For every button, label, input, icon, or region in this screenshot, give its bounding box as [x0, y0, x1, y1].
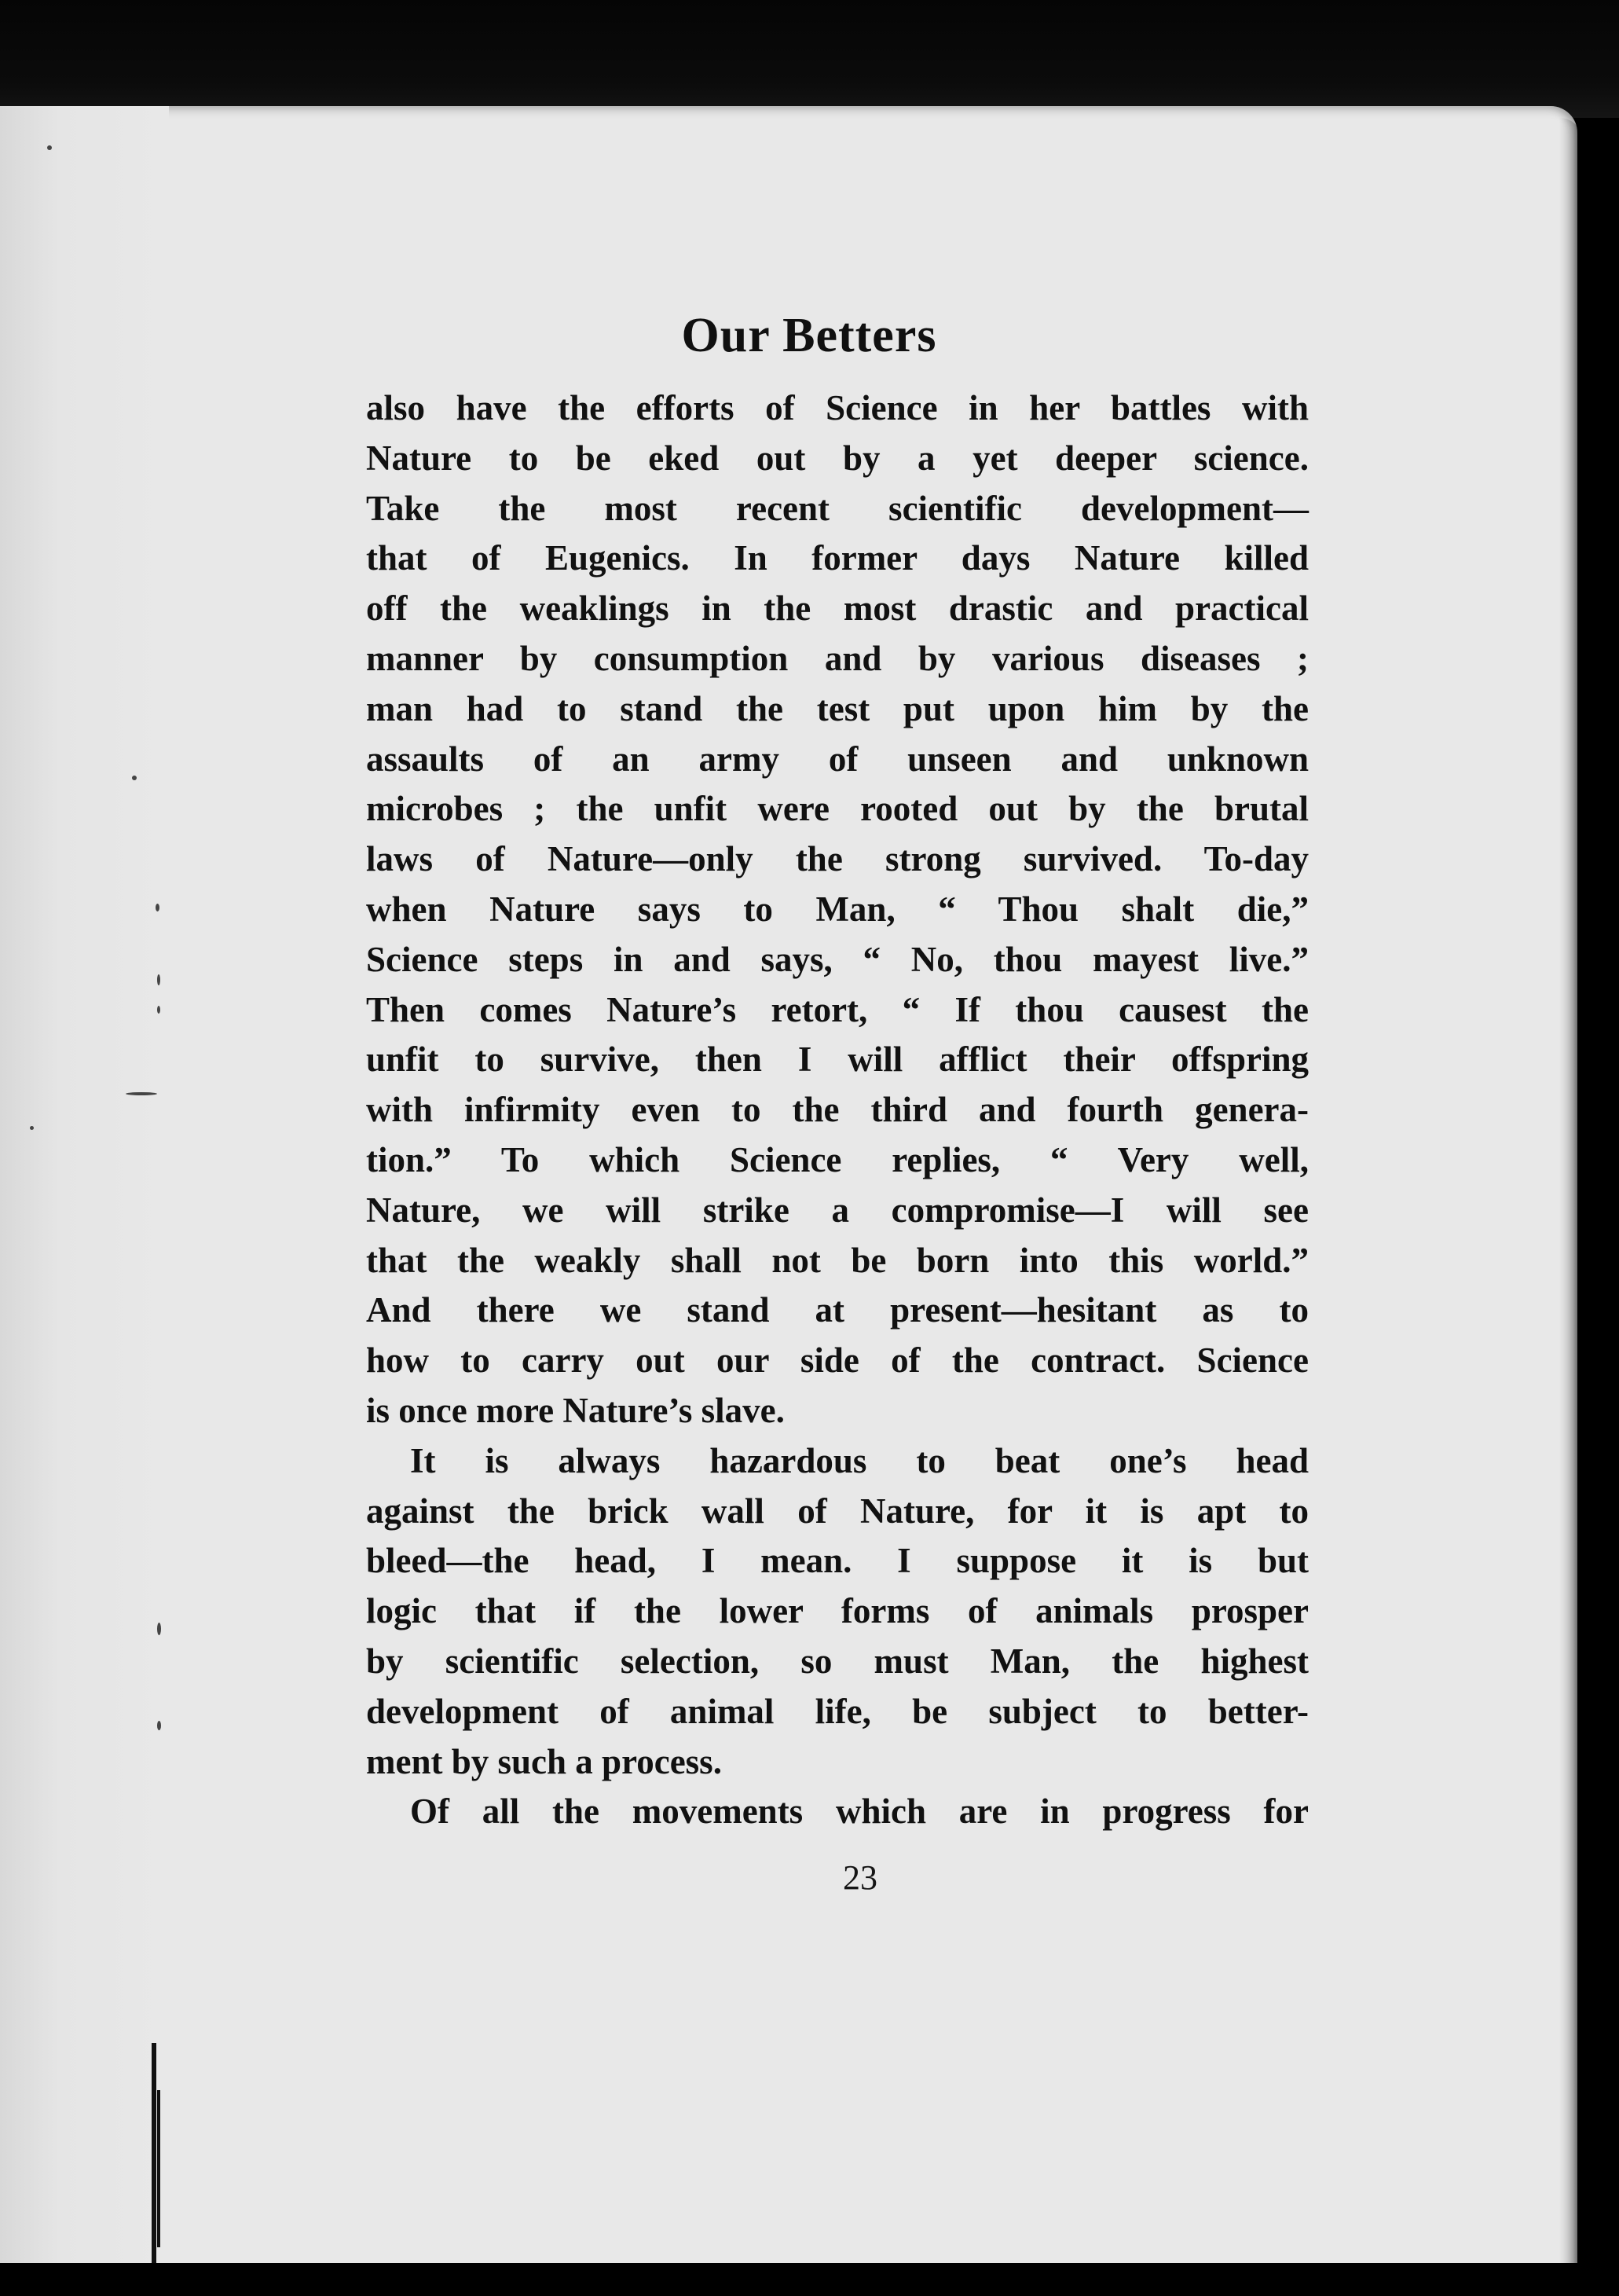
- text-line: ment by such a process.: [366, 1741, 722, 1781]
- text-line: how to carry out our side of the contract. Science: [366, 1341, 1309, 1381]
- text-line: Of all the movements which are in progress for: [410, 1792, 1309, 1832]
- text-line: It is always hazardous to beat one’s head: [410, 1440, 1309, 1480]
- page-gutter: [0, 106, 169, 2273]
- text-line: that of Eugenics. In former days Nature killed: [366, 538, 1309, 578]
- scan-speck: [157, 1721, 161, 1730]
- text-line: manner by consumption and by various diseases ;: [366, 638, 1309, 678]
- scan-speck: [157, 974, 160, 985]
- text-line: also have the efforts of Science in her battles with: [366, 388, 1309, 427]
- running-head: Our Betters: [681, 309, 937, 362]
- text-line: microbes ; the unfit were rooted out by the brutal: [366, 789, 1309, 829]
- scan-speck: [126, 1092, 157, 1095]
- text-line: is once more Nature’s slave.: [366, 1390, 785, 1430]
- scan-background-top: [0, 0, 1619, 118]
- scan-speck: [47, 145, 52, 150]
- text-line: with infirmity even to the third and fourth genera-: [366, 1090, 1309, 1130]
- scan-speck: [157, 1623, 161, 1635]
- page-right-edge-shadow: [1559, 118, 1583, 2271]
- text-line: Then comes Nature’s retort, “ If thou causest the: [366, 989, 1309, 1029]
- text-line: tion.” To which Science replies, “ Very well,: [366, 1139, 1309, 1179]
- scan-speck: [157, 1006, 160, 1014]
- text-line: laws of Nature—only the strong survived. To-day: [366, 839, 1309, 879]
- body-text: [366, 383, 1309, 1837]
- page-number: 23: [843, 1858, 877, 1897]
- text-line: when Nature says to Man, “ Thou shalt die,”: [366, 889, 1309, 929]
- text-line: bleed—the head, I mean. I suppose it is but: [366, 1541, 1309, 1581]
- text-line: logic that if the lower forms of animals prosper: [366, 1591, 1309, 1631]
- text-line: off the weaklings in the most drastic and practical: [366, 589, 1309, 629]
- text-line: Science steps in and says, “ No, thou mayest live.”: [366, 939, 1309, 979]
- text-line: against the brick wall of Nature, for it is apt to: [366, 1491, 1309, 1531]
- binding-thread-mark: [157, 2090, 160, 2247]
- scan-speck: [156, 904, 159, 911]
- text-line: Take the most recent scientific development—: [366, 488, 1309, 528]
- text-line: And there we stand at present—hesitant as to: [366, 1290, 1309, 1330]
- text-line: by scientific selection, so must Man, the highest: [366, 1641, 1309, 1681]
- binding-thread-mark: [152, 2043, 156, 2263]
- text-line: unfit to survive, then I will afflict their offspring: [366, 1040, 1309, 1080]
- scan-speck: [132, 776, 137, 780]
- scan-speck: [30, 1126, 34, 1130]
- text-line: assaults of an army of unseen and unknown: [366, 739, 1309, 779]
- text-line: that the weakly shall not be born into this world.”: [366, 1240, 1309, 1280]
- text-line: man had to stand the test put upon him by the: [366, 688, 1309, 728]
- text-line: Nature, we will strike a compromise—I will see: [366, 1190, 1309, 1230]
- text-line: Nature to be eked out by a yet deeper science.: [366, 438, 1309, 478]
- text-line: development of animal life, be subject to better-: [366, 1691, 1309, 1731]
- scan-background-bottom: [0, 2263, 1619, 2296]
